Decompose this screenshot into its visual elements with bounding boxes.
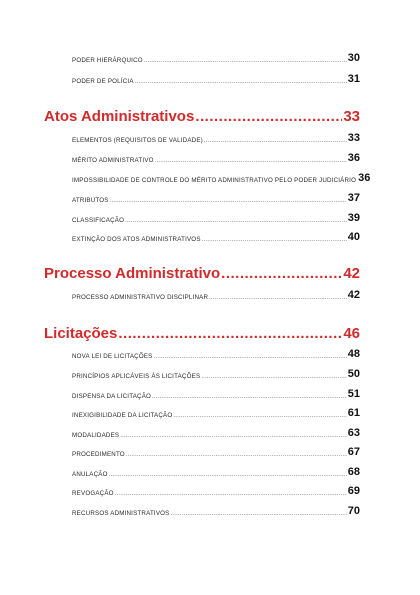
- toc-entry[interactable]: [72, 130, 360, 144]
- dot-leader: [125, 218, 347, 224]
- toc-entry-label: PROCEDIMENTO: [72, 451, 125, 458]
- toc-entry[interactable]: [72, 386, 360, 400]
- toc-entry[interactable]: [72, 483, 360, 497]
- toc-entry-label: REVOGAÇÃO: [72, 490, 114, 497]
- toc-entry[interactable]: [72, 425, 360, 439]
- dot-leader: [118, 326, 342, 343]
- dot-leader: [195, 109, 342, 126]
- dot-leader: [126, 452, 347, 458]
- dot-leader: [221, 266, 342, 283]
- toc-entry-label: PRINCÍPIOS APLICÁVEIS ÀS LICITAÇÕES: [72, 373, 201, 380]
- toc-entry-poder-de-policia[interactable]: [72, 71, 360, 85]
- toc-entry-page: 30: [347, 52, 360, 64]
- toc-entry[interactable]: [72, 150, 360, 164]
- dot-leader: [173, 413, 346, 419]
- toc-entry-label: IMPOSSIBILIDADE DE CONTROLE DO MÉRITO ADMINISTRATIVO PELO PODER JUDICIÁRIO: [72, 177, 357, 184]
- toc-entry-label: MÉRITO ADMINISTRATIVO: [72, 157, 154, 164]
- toc-entry-label: ELEMENTOS (REQUISITOS DE VALIDADE): [72, 137, 203, 144]
- toc-entry-label: EXTINÇÃO DOS ATOS ADMINISTRATIVOS: [72, 236, 201, 243]
- toc-entry-label: INEXIGIBILIDADE DA LICITAÇÃO: [72, 412, 173, 419]
- toc-section-page: 46: [343, 325, 360, 342]
- toc-entry[interactable]: [72, 287, 360, 301]
- toc-entry-page: 42: [347, 289, 360, 301]
- dot-leader: [115, 491, 347, 497]
- toc-section-page: 42: [343, 265, 360, 282]
- toc-section-licitacoes[interactable]: [44, 322, 360, 342]
- toc-entry[interactable]: [72, 346, 360, 360]
- dot-leader: [109, 472, 347, 478]
- toc-section-title: Atos Administrativos: [44, 108, 195, 125]
- dot-leader: [135, 79, 347, 85]
- toc-entry-page: 33: [347, 132, 360, 144]
- toc-entry-label: RECURSOS ADMINISTRATIVOS: [72, 510, 170, 517]
- toc-entry[interactable]: [72, 229, 360, 243]
- dot-leader: [110, 198, 347, 204]
- dot-leader: [144, 58, 347, 64]
- toc-entry-page: 39: [347, 212, 360, 224]
- dot-leader: [155, 158, 347, 164]
- toc-entry[interactable]: [72, 210, 360, 224]
- toc-entry-page: 48: [347, 348, 360, 360]
- toc-entry[interactable]: [72, 464, 360, 478]
- toc-entry-poder-hierarquico[interactable]: [72, 50, 360, 64]
- toc-entry-label: NOVA LEI DE LICITAÇÕES: [72, 353, 153, 360]
- dot-leader: [201, 374, 346, 380]
- toc-entry-label: ATRIBUTOS: [72, 197, 109, 204]
- toc-entry[interactable]: [72, 444, 360, 458]
- toc-entry-label: CLASSIFICAÇÃO: [72, 217, 125, 224]
- toc-entry-label: PROCESSO ADMINISTRATIVO DISCIPLINAR: [72, 294, 209, 301]
- dot-leader: [209, 295, 347, 301]
- toc-entry[interactable]: [72, 190, 360, 204]
- toc-section-title: Licitações: [44, 325, 118, 342]
- toc-entry-page: 37: [347, 192, 360, 204]
- toc-section-page: 33: [343, 108, 360, 125]
- toc-entry[interactable]: [72, 170, 371, 184]
- toc-entry-page: 40: [347, 231, 360, 243]
- toc-entry-label: MODALIDADES: [72, 432, 120, 439]
- toc-entry[interactable]: [72, 503, 360, 517]
- toc-entry[interactable]: [72, 405, 360, 419]
- toc-section-atos-administrativos[interactable]: [44, 105, 360, 125]
- toc-entry-page: 51: [347, 388, 360, 400]
- toc-entry-page: 67: [347, 446, 360, 458]
- toc-entry-page: 36: [358, 172, 371, 184]
- toc-entry-label: PODER DE POLÍCIA: [72, 78, 134, 85]
- toc-entry-label: DISPENSA DA LICITAÇÃO: [72, 393, 152, 400]
- toc-entry-page: 63: [347, 427, 360, 439]
- dot-leader: [204, 138, 347, 144]
- toc-entry-label: PODER HIERÁRQUICO: [72, 57, 143, 64]
- toc-section-processo-administrativo[interactable]: [44, 262, 360, 282]
- toc-entry-page: 36: [347, 152, 360, 164]
- dot-leader: [152, 394, 347, 400]
- toc-entry-page: 68: [347, 466, 360, 478]
- toc-entry[interactable]: [72, 366, 360, 380]
- toc-section-title: Processo Administrativo: [44, 265, 221, 282]
- toc-entry-label: ANULAÇÃO: [72, 471, 108, 478]
- dot-leader: [120, 433, 347, 439]
- dot-leader: [171, 511, 347, 517]
- toc-entry-page: 70: [347, 505, 360, 517]
- dot-leader: [154, 354, 347, 360]
- toc-entry-page: 50: [347, 368, 360, 380]
- toc-entry-page: 31: [347, 73, 360, 85]
- toc-entry-page: 61: [347, 407, 360, 419]
- toc-entry-page: 69: [347, 485, 360, 497]
- dot-leader: [202, 237, 347, 243]
